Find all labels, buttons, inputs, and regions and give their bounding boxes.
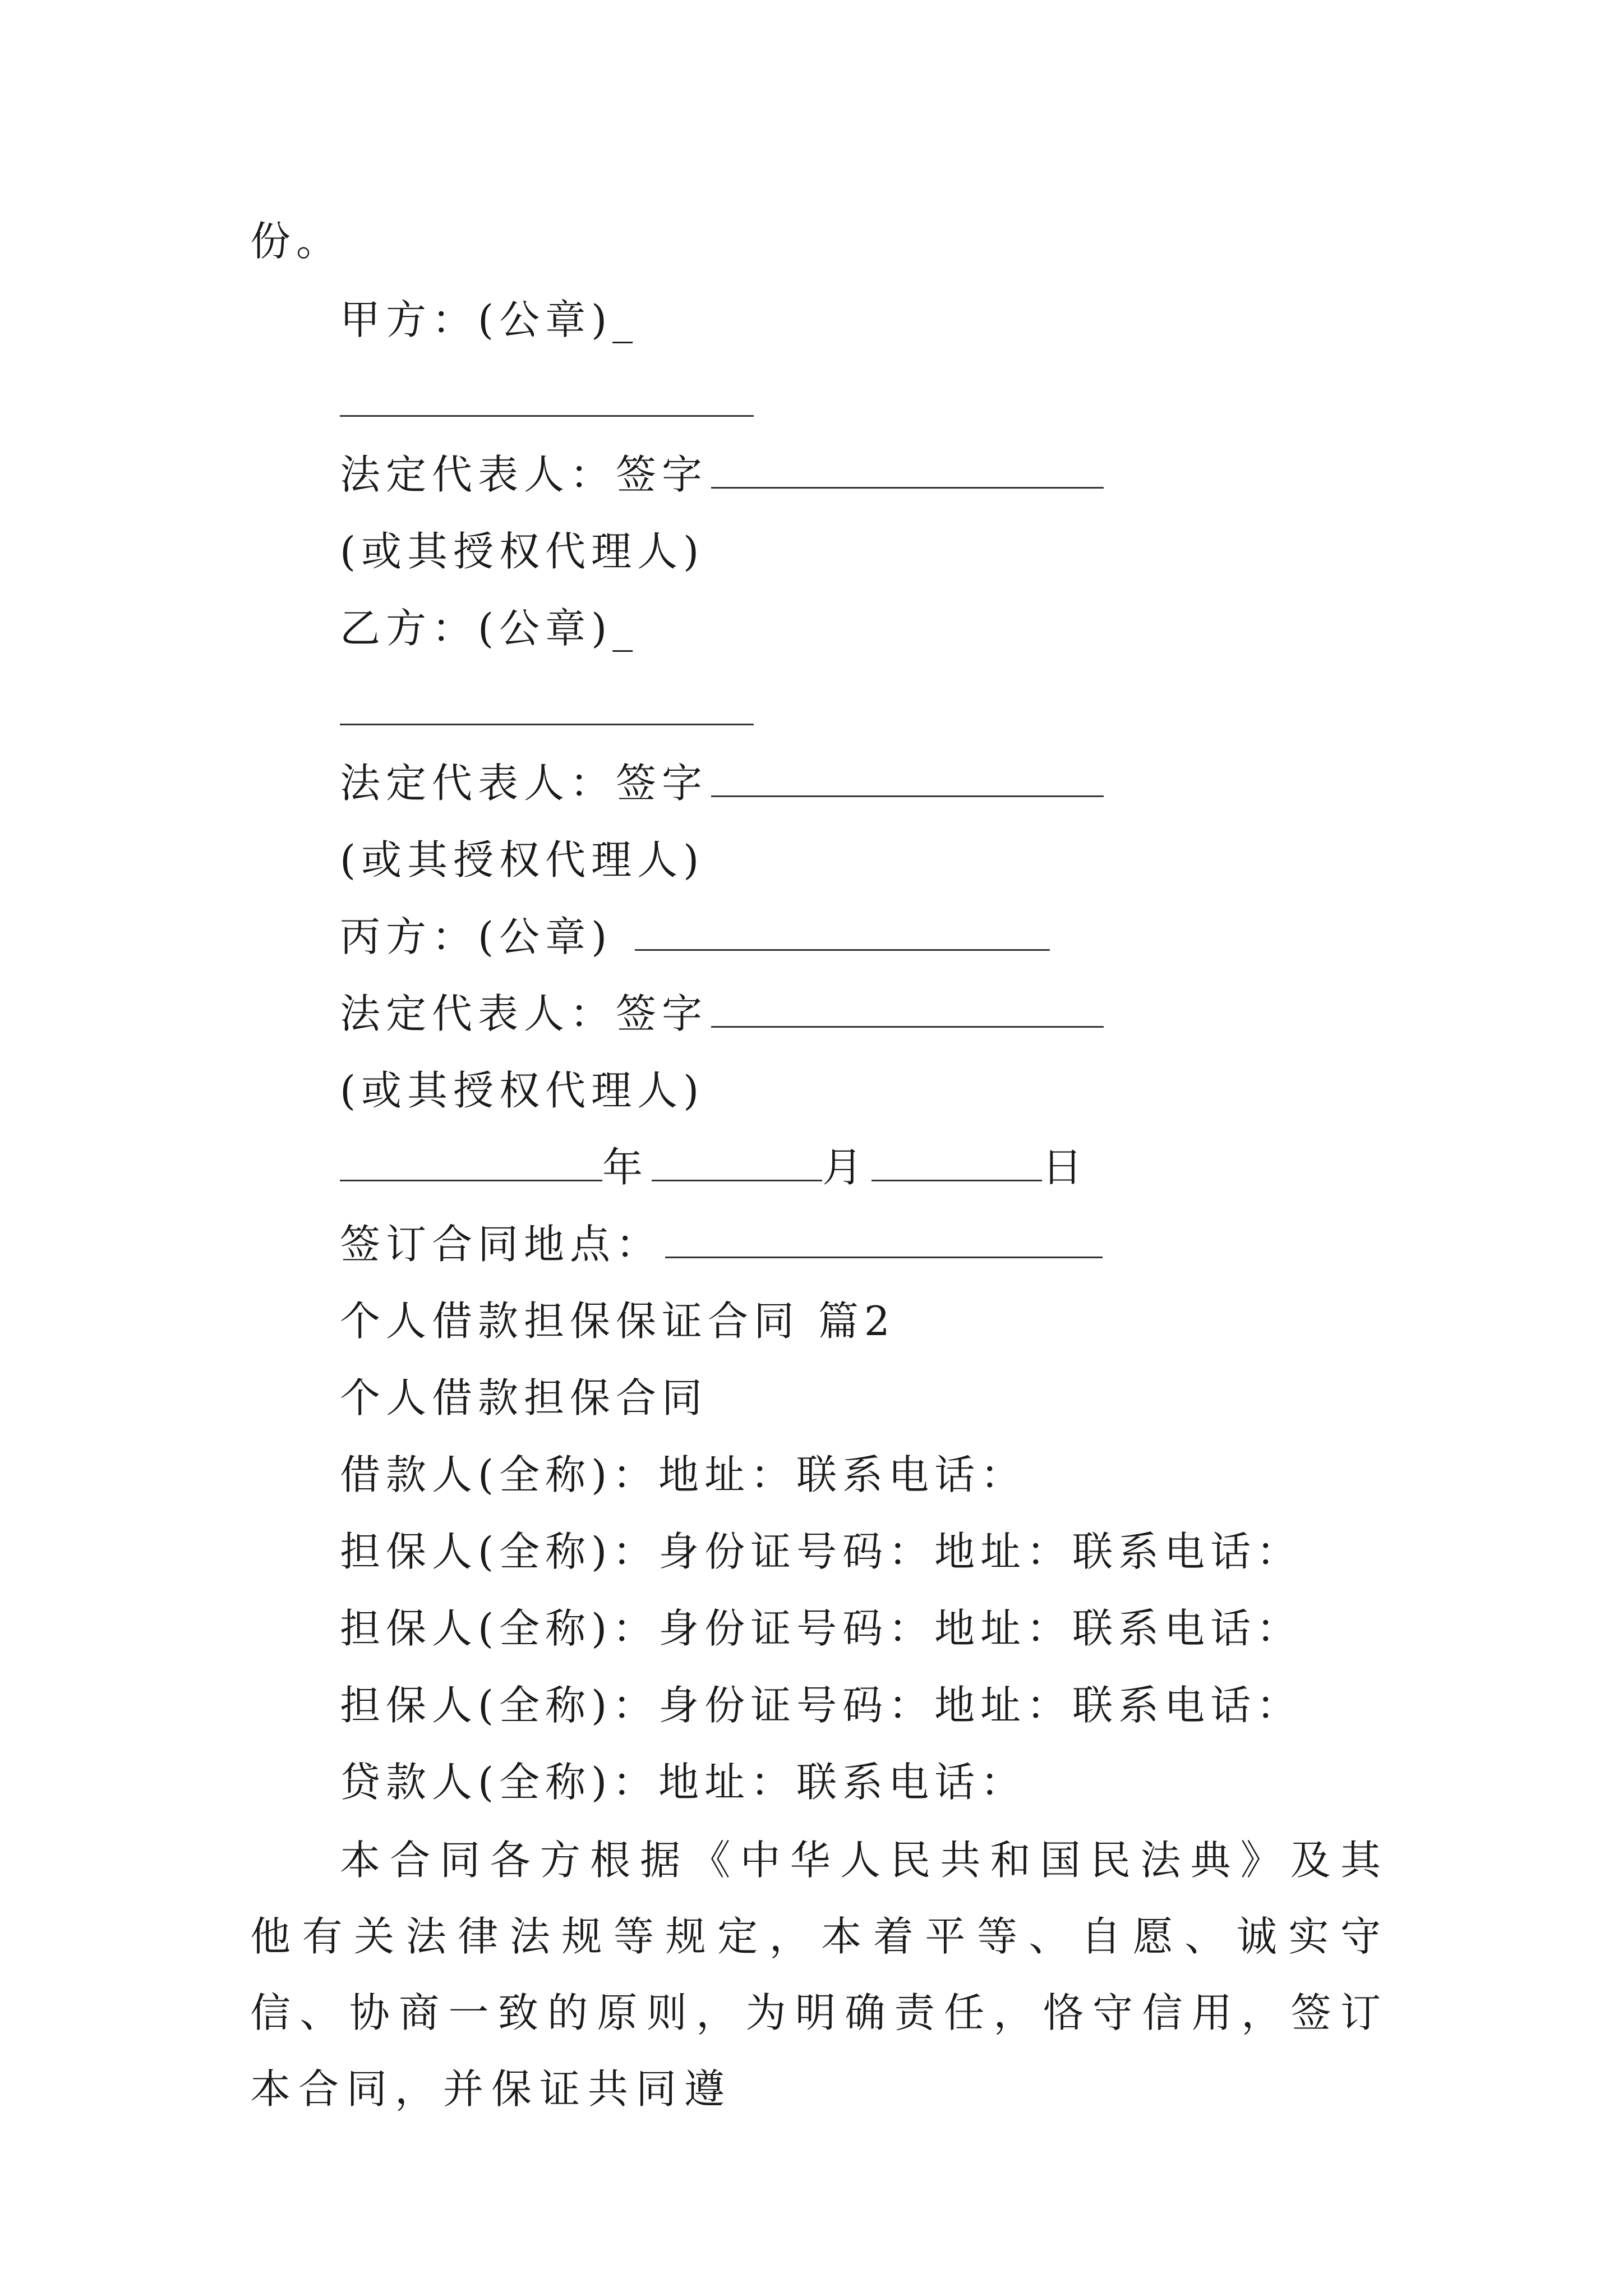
party-b-label: 乙方：(公章)_	[340, 605, 639, 652]
rep-label: 法定代表人：签字	[340, 451, 708, 498]
party-c-line	[340, 909, 1050, 965]
year-label: 年	[602, 1144, 649, 1191]
year-blank	[340, 1140, 602, 1181]
party-c-seal-blank	[635, 910, 1050, 951]
party-a-label: 甲方：(公章)_	[340, 296, 639, 343]
month-blank	[652, 1140, 822, 1181]
contract-title: 个人借款担保合同	[340, 1374, 708, 1421]
party-a-rep-line	[340, 447, 1104, 503]
signature-blank	[711, 987, 1104, 1028]
continued-text: 份。	[250, 218, 343, 265]
party-c-rep-line	[340, 986, 1104, 1042]
day-label: 日	[1042, 1144, 1089, 1191]
party-c-label: 丙方：(公章)	[340, 913, 613, 960]
agent-note: (或其授权代理人)	[340, 1067, 705, 1114]
signing-place-line	[340, 1216, 1103, 1272]
lender-line: 贷款人(全称)：地址：联系电话：	[340, 1759, 1027, 1806]
month-label: 月	[822, 1144, 869, 1191]
place-blank	[665, 1217, 1103, 1258]
borrower-line: 借款人(全称)：地址：联系电话：	[340, 1451, 1027, 1498]
rep-label: 法定代表人：签字	[340, 760, 708, 807]
section-title: 个人借款担保保证合同 篇2	[340, 1297, 896, 1345]
agent-note: (或其授权代理人)	[340, 836, 705, 884]
party-b-seal-blank	[340, 724, 754, 725]
agent-note: (或其授权代理人)	[340, 528, 705, 575]
rep-label: 法定代表人：签字	[340, 990, 708, 1037]
party-a-seal-blank	[340, 415, 754, 417]
place-label: 签订合同地点：	[340, 1221, 662, 1268]
signature-blank	[711, 448, 1104, 489]
guarantor-line: 担保人(全称)：身份证号码：地址：联系电话：	[340, 1605, 1303, 1652]
guarantor-line: 担保人(全称)：身份证号码：地址：联系电话：	[340, 1528, 1303, 1575]
date-line	[340, 1139, 1088, 1195]
day-blank	[872, 1140, 1042, 1181]
preamble-paragraph: 本合同各方根据《中华人民共和国民法典》及其他有关法律法规等规定，本着平等、自愿、诚实守信、协商一致的原则，为明确责任，恪守信用，签订本合同，并保证共同遵	[250, 1837, 1389, 2113]
party-b-rep-line	[340, 755, 1104, 811]
guarantor-line: 担保人(全称)：身份证号码：地址：联系电话：	[340, 1682, 1303, 1729]
signature-blank	[711, 756, 1104, 797]
